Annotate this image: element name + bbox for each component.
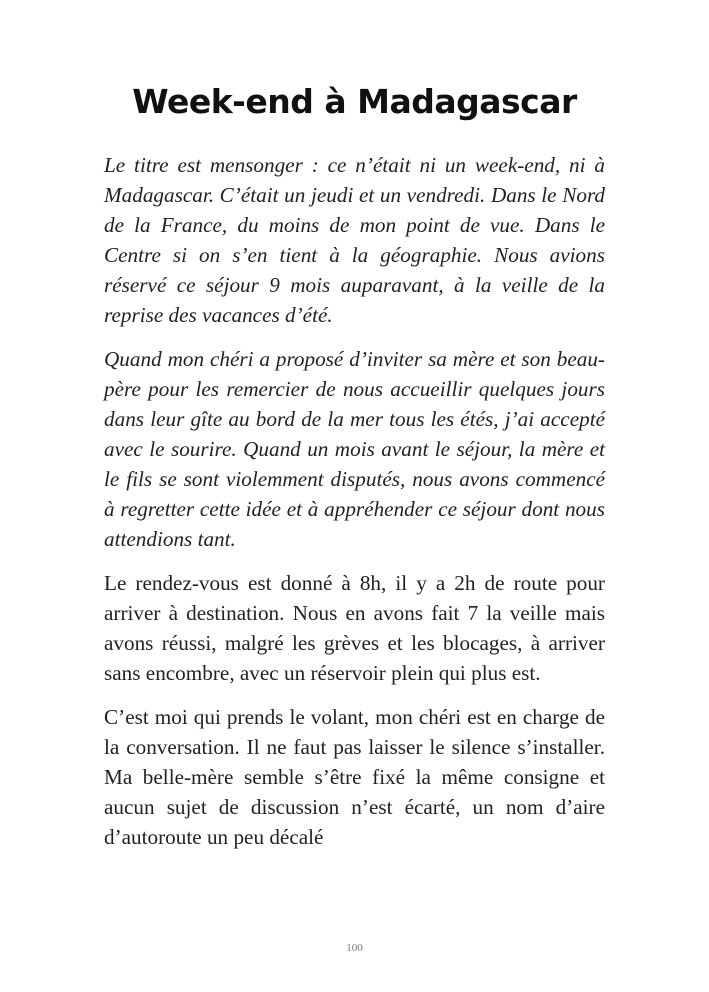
- paragraph-3: Le rendez-vous est donné à 8h, il y a 2h de route pour arriver à destination. Nous en avons fait 7 la veille mais avons réussi, malgré les grèves et les blocages, à arriver sans encombre, avec un réservoir plein qui plus est.: [104, 571, 605, 685]
- body-text: [104, 150, 605, 866]
- paragraph-4: C’est moi qui prends le volant, mon chéri est en charge de la conversation. Il ne faut pas laisser le silence s’installer. Ma belle-mère semble s’être fixé la même consigne et aucun sujet de discussion n’est écarté, un nom d’aire d’autoroute un peu décalé: [104, 705, 605, 849]
- page-title: Week-end à Madagascar: [132, 82, 577, 121]
- paragraph-2: Quand mon chéri a proposé d’inviter sa mère et son beau-père pour les remercier de nous accueillir quelques jours dans leur gîte au bord de la mer tous les étés, j’ai accepté avec le sourire. Quand un mois avant le séjour, la mère et le fils se sont violemment disputés, nous avons commencé à regretter cette idée et à appréhender ce séjour dont nous attendions tant.: [104, 347, 605, 551]
- paragraph-1: Le titre est mensonger : ce n’était ni un week-end, ni à Madagascar. C’était un jeudi et un vendredi. Dans le Nord de la France, du moins de mon point de vue. Dans le Centre si on s’en tient à la géographie. Nous avions réservé ce séjour 9 mois auparavant, à la veille de la reprise des vacances d’été.: [104, 153, 605, 327]
- page-number: 100: [346, 942, 363, 954]
